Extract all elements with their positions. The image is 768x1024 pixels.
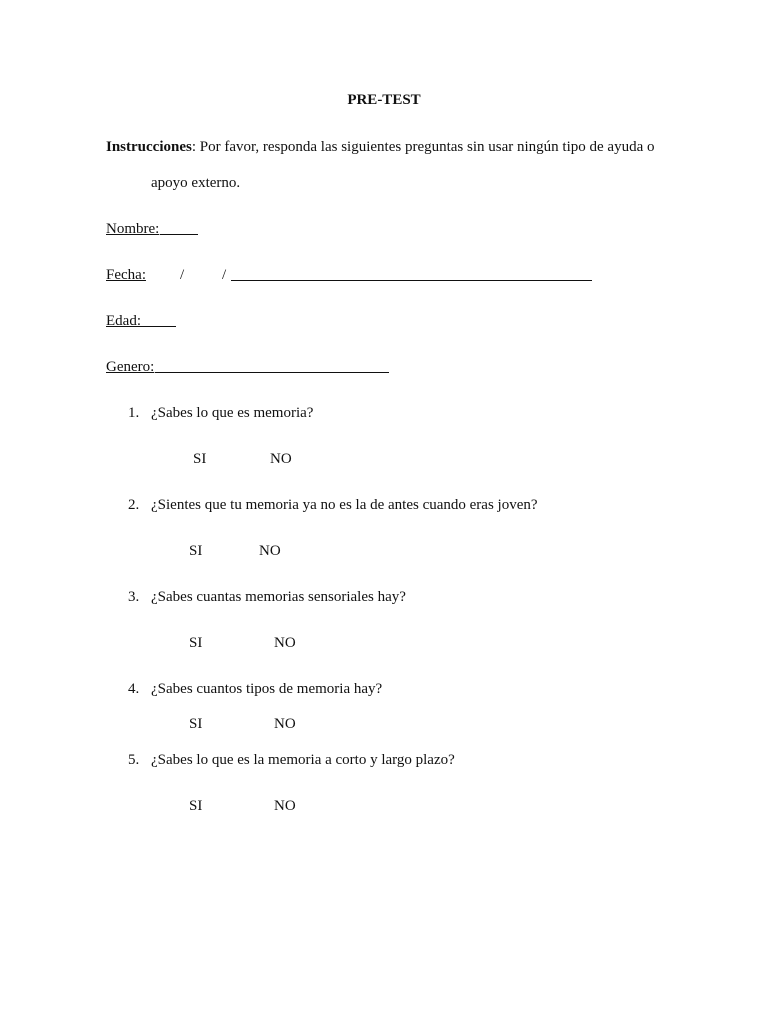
instructions-text-2: apoyo externo.: [151, 175, 241, 191]
fecha-separator-2: /: [222, 267, 227, 283]
question-2-option-no[interactable]: NO: [259, 543, 281, 559]
question-1-number: 1.: [128, 405, 140, 421]
instructions-text-1: : Por favor, responda las siguientes preguntas sin usar ningún tipo de ayuda o: [191, 139, 655, 155]
genero-label: Genero:: [106, 359, 155, 375]
question-3-option-no[interactable]: NO: [274, 635, 296, 651]
question-4-text: ¿Sabes cuantos tipos de memoria hay?: [151, 681, 383, 697]
question-3-text: ¿Sabes cuantas memorias sensoriales hay?: [151, 589, 406, 605]
fecha-label: Fecha:: [106, 267, 146, 283]
question-5-text: ¿Sabes lo que es la memoria a corto y largo plazo?: [151, 752, 455, 768]
fecha-separator-1: /: [180, 267, 185, 283]
question-1-option-si[interactable]: SI: [193, 451, 207, 467]
question-1-text: ¿Sabes lo que es memoria?: [151, 405, 314, 421]
instructions-line-1: [106, 140, 655, 155]
question-4-option-si[interactable]: SI: [189, 716, 203, 732]
edad-label: Edad:: [106, 313, 141, 329]
question-2-number: 2.: [128, 497, 140, 513]
question-2-option-si[interactable]: SI: [189, 543, 203, 559]
question-5-number: 5.: [128, 752, 140, 768]
nombre-label: Nombre:: [106, 221, 160, 237]
page-title: PRE-TEST: [347, 92, 421, 108]
question-2-text: ¿Sientes que tu memoria ya no es la de antes cuando eras joven?: [151, 497, 538, 513]
nombre-blank-line[interactable]: [160, 234, 198, 235]
question-1-option-no[interactable]: NO: [270, 451, 292, 467]
question-5-option-si[interactable]: SI: [189, 798, 203, 814]
question-4-option-no[interactable]: NO: [274, 716, 296, 732]
fecha-blank-line[interactable]: [231, 280, 592, 281]
question-3-option-si[interactable]: SI: [189, 635, 203, 651]
instructions-label: Instrucciones: [106, 139, 192, 155]
question-5-option-no[interactable]: NO: [274, 798, 296, 814]
question-4-number: 4.: [128, 681, 140, 697]
question-3-number: 3.: [128, 589, 140, 605]
genero-blank-line[interactable]: [155, 372, 389, 373]
edad-blank-line[interactable]: [141, 326, 176, 327]
